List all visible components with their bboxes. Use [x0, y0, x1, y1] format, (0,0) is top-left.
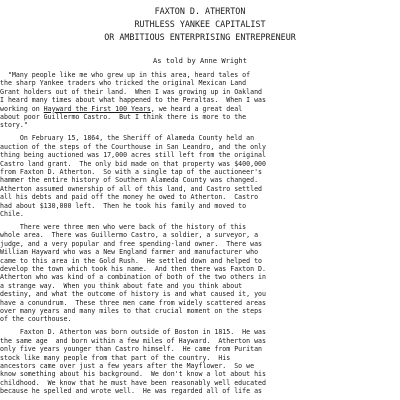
text-line: auction of the steps of the Courthouse in San Leandro, and the only: [0, 142, 266, 151]
text-segment: , we heard a great deal: [150, 104, 243, 113]
text-line: know something about his background. We don't know a lot about his: [0, 370, 266, 379]
text-line: the same age and born within a few miles of Hayward. Atherton was: [0, 336, 266, 345]
text-line: a strange way. When you think about fate and you think about: [0, 281, 243, 290]
text-line: whole area. There was Guillermo Castro, a soldier, a surveyor, a: [0, 231, 259, 240]
text-line: because he spelled and wrote well. He was regarded all of life as: [0, 387, 263, 396]
text-line: thing being auctioned was 17,000 acres still left from the original: [0, 151, 266, 160]
title-subtitle-2: OR AMBITIOUS ENTERPRISING ENTREPRENEUR: [104, 32, 296, 42]
text-line-with-citation: [0, 105, 400, 113]
text-line: the sharp Yankee traders who tricked the original Mexican Land: [0, 79, 247, 88]
text-line: from Faxton D. Atherton. So with a single tap of the auctioneer's: [0, 168, 263, 176]
text-line: Faxton D. Atherton was born outside of Boston in 1815. He was: [0, 328, 266, 337]
text-line: destiny, and what the outcome of history is and what caused it, you: [0, 290, 266, 299]
title-name: FAXTON D. ATHERTON: [154, 6, 246, 16]
text-line: Castro land grant. The only bid made on that property was $400,000: [0, 159, 266, 168]
text-line: William Hayward who was a New England farmer and manufacturer who: [0, 248, 259, 257]
text-line: childhood. We know that he must have been reasonably well educated: [0, 378, 266, 387]
text-line: On February 15, 1864, the Sheriff of Alameda County held an: [0, 134, 255, 143]
text-line: stock like many people from that part of the country. His: [0, 353, 231, 362]
text-line: Atherton assumed ownership of all of this land, and Castro settled: [0, 184, 263, 193]
text-line: had about $130,000 left. Then he took his family and moved to: [0, 201, 247, 210]
text-line: only five years younger than Castro himself. He came from Puritan: [0, 345, 263, 354]
text-line: hammer the entire history of Southern Alameda County was changed.: [0, 176, 259, 185]
book-title-citation: Hayward the First 100 Years: [43, 104, 151, 113]
text-segment: working on: [0, 104, 44, 113]
text-line: Chile.: [0, 210, 24, 218]
text-line: ancestors came over just a few years after the Mayflower. So we: [0, 362, 255, 370]
byline: As told by Anne Wright: [153, 56, 247, 65]
text-line: develop the town which took his name. And then there was Faxton D.: [0, 265, 266, 273]
title-subtitle-1: RUTHLESS YANKEE CAPITALIST: [134, 19, 266, 29]
text-line: of the courthouse.: [0, 315, 72, 324]
text-line: "Many people like me who grew up in this area, heard tales of: [0, 71, 251, 79]
text-line: about poor Guillermo Castro. But I think there is more to the: [0, 113, 247, 121]
text-line: I heard many times about what happened to the Peraltas. When I was: [0, 96, 266, 105]
text-line: came to this area in the Gold Rush. He settled down and helped to: [0, 256, 263, 265]
text-line: story.": [0, 121, 28, 130]
text-line: have a conundrum. These three men came from widely scattered areas: [0, 298, 266, 307]
text-line: judge, and a very popular and free spending-land owner. There was: [0, 239, 263, 248]
text-line: Atherton who was kind of a combination of both of the two others in: [0, 273, 266, 282]
text-line: all his debts and paid off the money he owed to Atherton. Castro: [0, 193, 259, 202]
text-line: There were three men who were back of the history of this: [0, 223, 247, 231]
text-line: over many years and many miles to that crucial moment on the steps: [0, 307, 263, 315]
text-line: Grant holders out of their land. When I was growing up in Oakland: [0, 87, 263, 96]
